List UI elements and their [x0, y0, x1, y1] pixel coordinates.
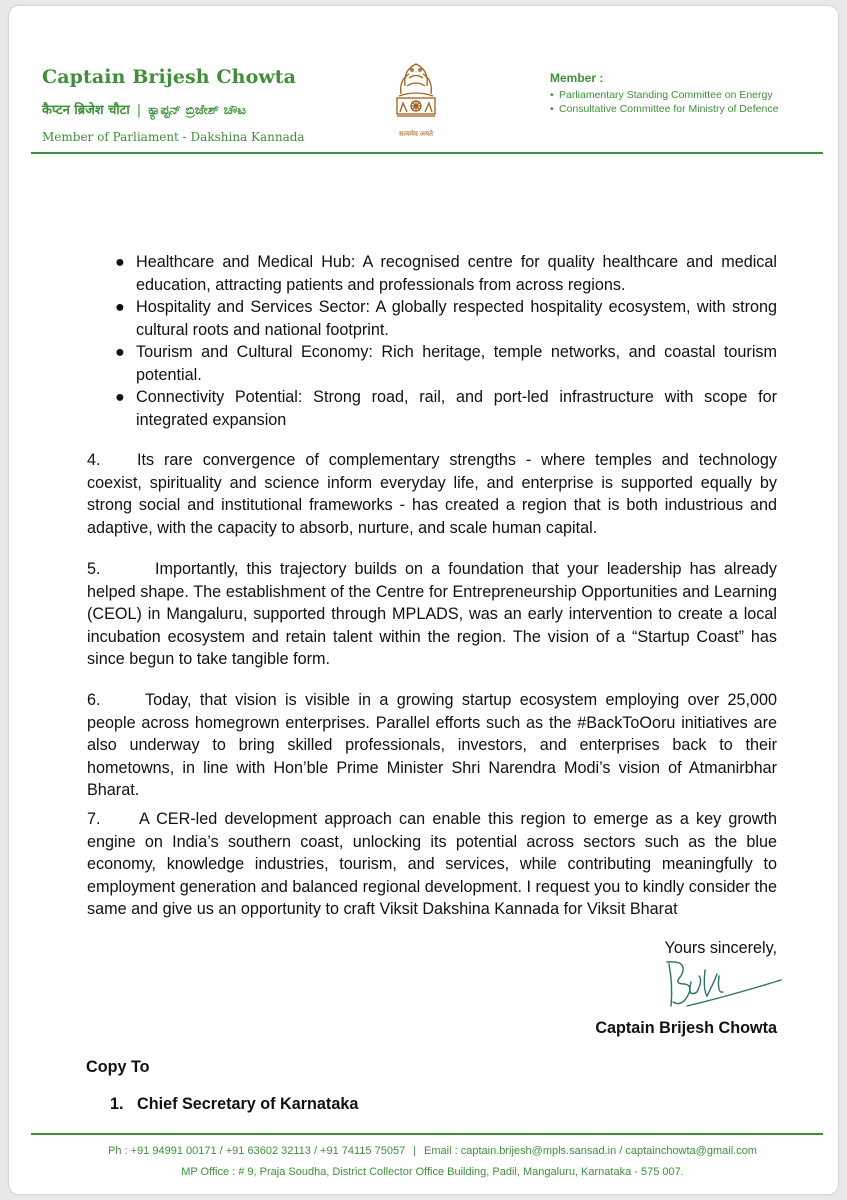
closing-salutation: Yours sincerely, — [664, 939, 777, 957]
bullet-icon: • — [550, 103, 554, 115]
paragraph-5 — [87, 558, 777, 671]
bullet-icon: ● — [115, 253, 125, 271]
bullet-icon: ● — [115, 388, 125, 406]
paragraph-number: 7. — [87, 810, 101, 828]
paragraph-number: 5. — [87, 560, 101, 578]
strengths-list — [87, 251, 777, 431]
footer-office-address: MP Office : # 9, Praja Soudha, District Collector Office Building, Padil, Mangaluru, Karnataka - 575 007. — [181, 1166, 684, 1178]
committee-item: • Consultative Committee for Ministry of Defence — [550, 103, 779, 115]
letterhead-constituency: Member of Parliament - Dakshina Kannada — [42, 130, 305, 144]
footer-email: Email : captain.brijesh@mpls.sansad.in / captainchowta@gmail.com — [424, 1145, 757, 1157]
header-divider — [31, 152, 823, 154]
paragraph-text: Importantly, this trajectory builds on a foundation that your leadership has already helped shape. The establishment of the Centre for Entrepreneurship Opportunities and Learning (CEOL) in Mangaluru, supported through MPLADS, was an early intervention to create a local incubation ecosystem and retain talent within the region. The vision of a “Startup Coast” has since begun to take tangible form. — [87, 560, 777, 668]
list-item: ● Hospitality and Services Sector: A globally respected hospitality ecosystem, with strong cultural roots and national footprint. — [115, 298, 777, 339]
paragraph-6 — [87, 689, 777, 802]
copy-to-number: 1. — [110, 1095, 124, 1113]
paragraph-7 — [87, 808, 777, 921]
paragraph-text: Its rare convergence of complementary strengths - where temples and technology coexist, spirituality and science inform everyday life, and enterprise is supported equally by strong social and institutional frameworks - has created a region that is both industrious and adaptive, with the capacity to absorb, nurture, and scale human capital. — [87, 451, 777, 537]
signature-icon — [659, 956, 789, 1016]
bullet-icon: ● — [115, 298, 125, 316]
list-item: ● Tourism and Cultural Economy: Rich heritage, temple networks, and coastal tourism potential. — [115, 343, 777, 384]
footer-phone: Ph : +91 94991 00171 / +91 63602 32113 / +91 74115 75057 — [108, 1145, 406, 1157]
paragraph-number: 4. — [87, 451, 101, 469]
copy-to-heading: Copy To — [86, 1058, 150, 1076]
committee-item: • Parliamentary Standing Committee on Energy — [550, 89, 773, 101]
letterhead-separator: | — [136, 103, 142, 118]
bullet-icon: • — [550, 89, 554, 101]
footer-contact — [9, 1145, 847, 1157]
letter-page — [9, 6, 838, 1194]
footer-divider — [31, 1133, 823, 1135]
list-item: ● Connectivity Potential: Strong road, rail, and port-led infrastructure with scope for integrated expansion — [115, 388, 777, 429]
paragraph-text: Today, that vision is visible in a growing startup ecosystem employing over 25,000 people across homegrown enterprises. Parallel efforts such as the #BackToOoru initiatives are also underway to bring skilled professionals, investors, and enterprises back to their hometowns, in line with Hon’ble Prime Minister Shri Narendra Modi’s vision of Atmanirbhar Bharat. — [87, 691, 777, 799]
emblem-motto: सत्यमेव जयते — [398, 131, 434, 138]
member-title: Member : — [550, 71, 604, 85]
paragraph-number: 6. — [87, 691, 101, 709]
paragraph-4 — [87, 449, 777, 539]
letterhead-name-hindi: कैप्टन ब्रिजेश चौटा — [42, 103, 130, 118]
letterhead-name: Captain Brijesh Chowta — [42, 66, 297, 88]
signer-name: Captain Brijesh Chowta — [595, 1019, 777, 1037]
letterhead-name-kannada: ಕ್ಯಾಪ್ಟನ್ ಬ್ರಿಜೇಶ್ ಚೌಟ — [148, 103, 246, 118]
letterhead-regional-names — [42, 100, 246, 118]
copy-to-item — [110, 1095, 358, 1114]
paragraph-text: A CER-led development approach can enable this region to emerge as a key growth engine on India’s southern coast, unlocking its potential across sectors such as the blue economy, knowledge industries, tourism, and services, while contributing meaningfully to employment generation and balanced regional development. I request you to kindly consider the same and give us an opportunity to craft Viksit Dakshina Kannada for Viksit Bharat — [87, 810, 777, 918]
copy-to-recipient: Chief Secretary of Karnataka — [137, 1095, 359, 1113]
committee-membership — [550, 71, 778, 116]
bullet-icon: ● — [115, 343, 125, 361]
list-item: ● Healthcare and Medical Hub: A recognised centre for quality healthcare and medical education, attracting patients and professionals from across regions. — [115, 253, 777, 294]
footer-separator: | — [413, 1145, 417, 1157]
